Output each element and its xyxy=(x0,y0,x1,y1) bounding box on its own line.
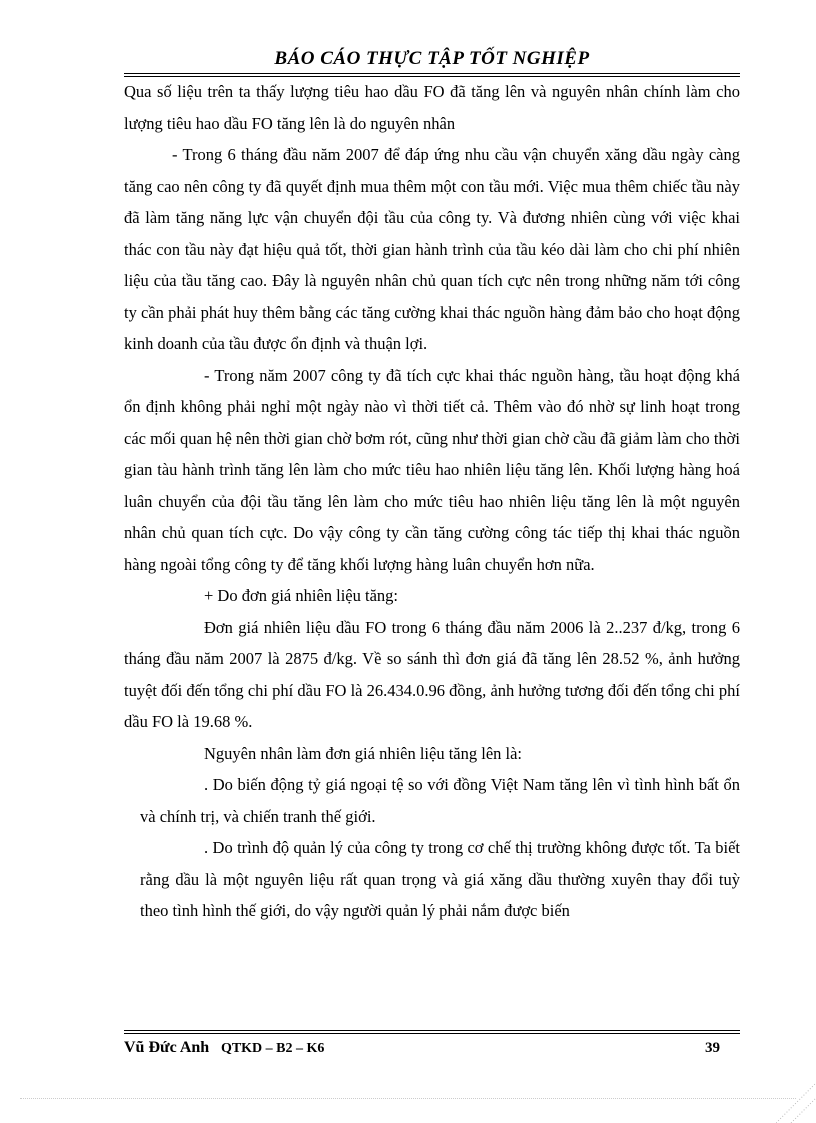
footer-author: Vũ Đức Anh xyxy=(124,1039,210,1056)
body-text xyxy=(124,76,740,927)
page-number: 39 xyxy=(705,1040,720,1056)
footer-rule xyxy=(124,1030,740,1031)
paragraph-4: + Do đơn giá nhiên liệu tăng: xyxy=(204,586,398,605)
paragraph-7: . Do biến động tỷ giá ngoại tệ so với đồng Việt Nam tăng lên vì tình hình bất ổn và chính trị, và chiến tranh thế giới. xyxy=(140,775,740,826)
paragraph-1: Qua số liệu trên ta thấy lượng tiêu hao dầu FO đã tăng lên và nguyên nhân chính làm cho lượng tiêu hao dầu FO tăng lên là do nguyên nhân xyxy=(124,82,740,133)
paragraph-5: Đơn giá nhiên liệu dầu FO trong 6 tháng đầu năm 2006 là 2..237 đ/kg, trong 6 tháng đầu năm 2007 là 2875 đ/kg. Về so sánh thì đơn giá đã tăng lên 28.52 %, ảnh hưởng tuyệt đối đến tổng chi phí dầu FO là 26.434.0.96 đồng, ảnh hưởng tương đối đến tổng chi phí dầu FO là 19.68 %. xyxy=(124,617,740,731)
corner-diagonal-mark xyxy=(776,1083,816,1123)
page-header-title: BÁO CÁO THỰC TẬP TỐT NGHIỆP xyxy=(274,48,590,69)
paragraph-6: Nguyên nhân làm đơn giá nhiên liệu tăng lên là: xyxy=(204,743,523,763)
footer-course: QTKD – B2 – K6 xyxy=(220,1041,325,1056)
paragraph-3: - Trong năm 2007 công ty đã tích cực khai thác nguồn hàng, tầu hoạt động khá ổn định không phải nghỉ một ngày nào vì thời tiết cả. Thêm vào đó nhờ sự linh hoạt trong các mối quan hệ nên thời gian chờ bơm rót, cũng như thời gian chờ cầu đã giảm làm cho thời gian tàu hành trình tăng lên làm cho mức tiêu hao nhiên liệu tăng lên. Khối lượng hàng hoá luân chuyển của đội tầu tăng lên làm cho mức tiêu hao nhiên liệu tăng lên là một nguyên nhân chủ quan tích cực. Do vậy công ty cần tăng cường công tác tiếp thị khai thác nguồn hàng ngoài tổng công ty để tăng khối lượng hàng luân chuyển hơn nữa. xyxy=(124,365,740,574)
paragraph-2: - Trong 6 tháng đầu năm 2007 để đáp ứng nhu cầu vận chuyển xăng dầu ngày càng tăng cao nên công ty đã quyết định mua thêm một con tầu mới. Việc mua thêm chiếc tầu này đã làm tăng năng lực vận chuyển đội tầu của công ty. Và đương nhiên cùng với việc khai thác con tầu này đạt hiệu quả tốt, thời gian hành trình của tầu kéo dài làm cho chi phí nhiên liệu của tầu tăng cao. Đây là nguyên nhân chủ quan tích cực nên trong những năm tới công ty cần phải phát huy thêm bằng các tăng cường khai thác nguồn hàng đảm bảo cho hoạt động kinh doanh của tầu được ổn định và thuận lợi. xyxy=(124,145,740,353)
page-footer xyxy=(124,1038,740,1059)
bottom-dotted-divider xyxy=(20,1098,796,1099)
paragraph-8: . Do trình độ quản lý của công ty trong cơ chế thị trường không được tốt. Ta biết rằng dầu là một nguyên liệu rất quan trọng và giá xăng dầu thường xuyên thay đổi tuỳ theo tình hình thế giới, do vậy người quản lý phải nắm được biến xyxy=(140,838,740,920)
header-rule xyxy=(124,73,740,74)
